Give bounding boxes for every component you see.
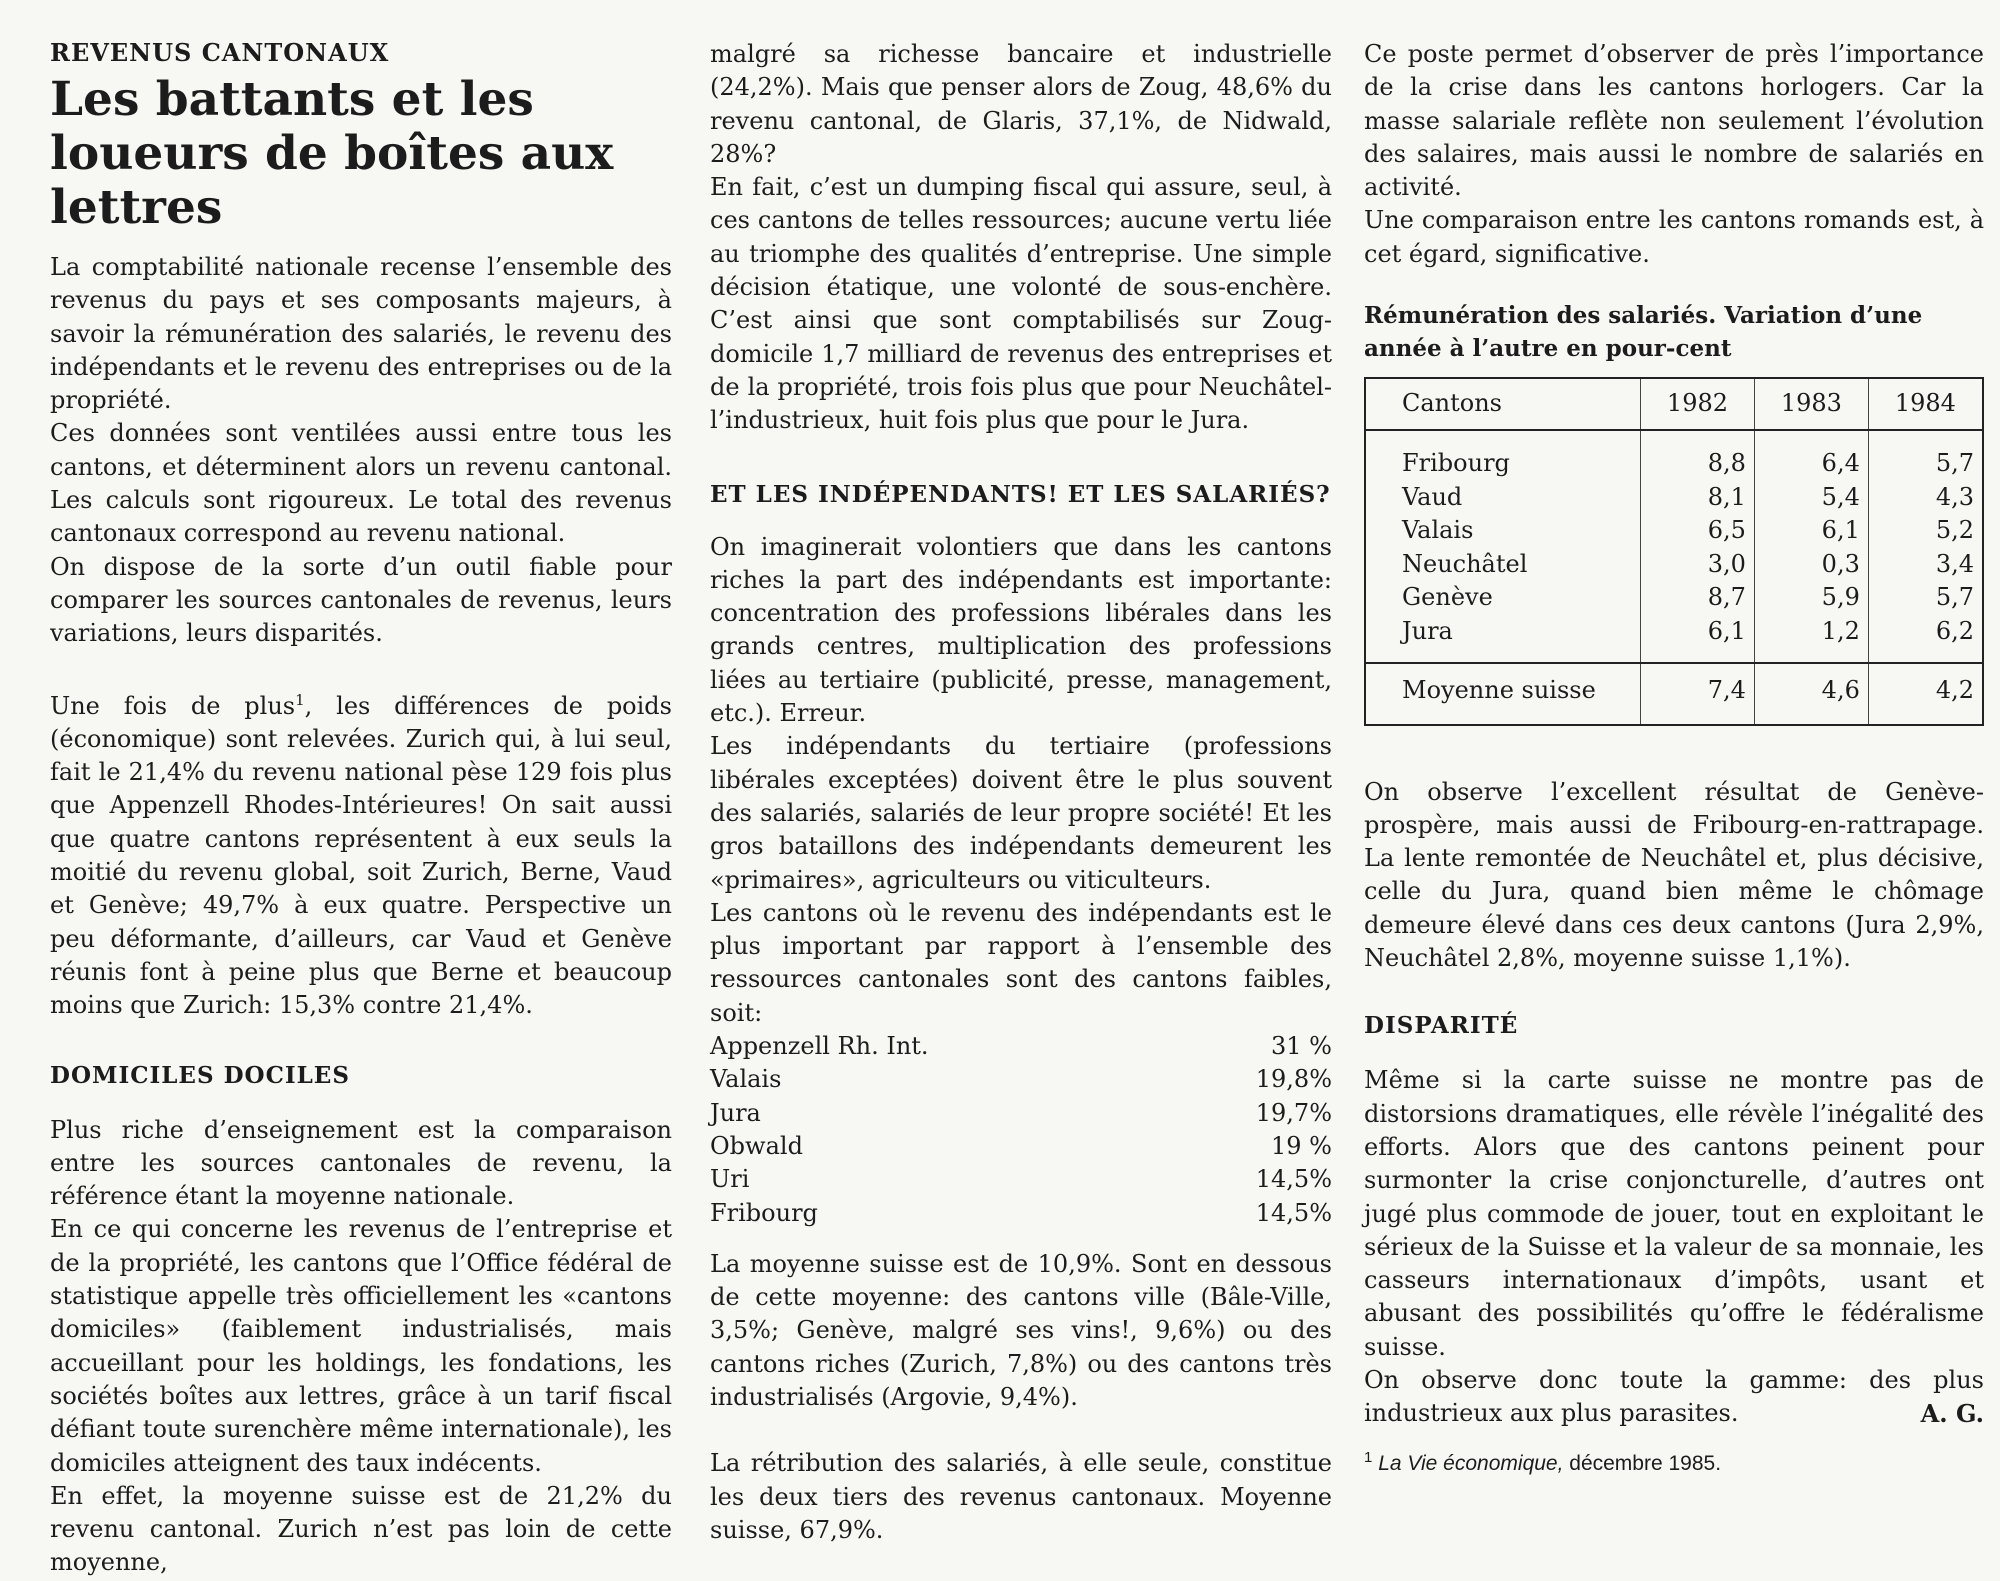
paragraph: Les indépendants du tertiaire (professions libérales exceptées) doivent être le plus souvent des salariés, salariés de leur propre société! Et les gros bataillons des indépendants demeurent les «primaires», agriculteurs ou viticulteurs. (710, 732, 1332, 894)
paragraph: On imaginerait volontiers que dans les cantons riches la part des indépendants est importante: concentration des professions libérales dans les grands centres, multiplication des professions liées au tertiaire (publicité, presse, management, etc.). Erreur. (710, 532, 1332, 728)
paragraph: Une comparaison entre les cantons romands est, à cet égard, significative. (1364, 206, 1984, 268)
author-signature: A. G. (1920, 1399, 1984, 1429)
paragraph: Les cantons où le revenu des indépendants est le plus important par rapport à l’ensemble des ressources cantonales sont des cantons faibles, soit: (710, 898, 1332, 1027)
table-row: Jura 6,1 1,2 6,2 (1365, 615, 1983, 664)
rubric: REVENUS CANTONAUX (50, 38, 390, 67)
table-row: Neuchâtel 3,0 0,3 3,4 (1365, 548, 1983, 582)
paragraph: Plus riche d’enseignement est la comparaison entre les sources cantonales de revenu, la référence étant la moyenne nationale. (50, 1115, 672, 1211)
column-header: 1984 (1868, 378, 1983, 430)
table-caption: Rémunération des salariés. Variation d’une année à l’autre en pour-cent (1364, 302, 1923, 363)
independents-ranking (710, 1030, 1332, 1230)
ranking-row: Valais 19,8% (710, 1065, 1332, 1094)
table-row: Valais 6,5 6,1 5,2 (1365, 514, 1983, 548)
column-3 (1364, 38, 1984, 1476)
column-header: Cantons (1365, 378, 1641, 430)
paragraph: On dispose de la sorte d’un outil fiable pour comparer les sources cantonales de revenus, leurs variations, leurs disparités. (50, 552, 672, 648)
paragraph: La comptabilité nationale recense l’ensemble des revenus du pays et ses composants majeurs, à savoir la rémunération des salariés, le revenu des indépendants et le revenu des entreprises ou de la propriété. (50, 253, 672, 415)
ranking-row: Appenzell Rh. Int. 31 % (710, 1032, 1332, 1061)
paragraph: En fait, c’est un dumping fiscal qui assure, seul, à ces cantons de telles ressources; aucune vertu liée au triomphe des qualités d’entreprise. Une simple décision étatique, une volonté de sous-enchère. C’est ainsi que sont comptabilisés sur Zoug-domicile 1,7 milliard de revenus des entreprises et de la propriété, trois fois plus que pour Neuchâtel-l’industrieux, huit fois plus que pour le Jura. (710, 173, 1332, 435)
footnote: $^1$ La Vie économique, décembre 1985. (1364, 1448, 1722, 1475)
paragraph: malgré sa richesse bancaire et industrielle (24,2%). Mais que penser alors de Zoug, 48,6% du revenu cantonal, de Glaris, 37,1%, de Nidwald, 28%? (710, 40, 1332, 168)
article-title: Les battants et les loueurs de boîtes aux lettres (50, 72, 614, 235)
paragraph: On observe donc toute la gamme: des plus industrieux aux plus parasites. A. G. (1364, 1364, 1984, 1431)
ranking-row: Fribourg 14,5% (710, 1198, 1332, 1227)
ranking-row: Obwald 19 % (710, 1131, 1332, 1160)
paragraph: En effet, la moyenne suisse est de 21,2% du revenu cantonal. Zurich n’est pas loin de cette moyenne, (50, 1481, 672, 1577)
paragraph: En ce qui concerne les revenus de l’entreprise et de la propriété, les cantons que l’Office fédéral de statistique appelle très officiellement les «cantons domiciles» (faiblement industrialisés, mais accueillant pour les holdings, les fondations, les sociétés boîtes aux lettres, grâce à un tarif fiscal défiant toute surenchère même internationale), les domiciles atteignent des taux indécents. (50, 1215, 672, 1477)
paragraph: La rétribution des salariés, à elle seule, constitue les deux tiers des revenus cantonaux. Moyenne suisse, 67,9%. (710, 1449, 1332, 1544)
section-heading: DISPARITÉ (1364, 1012, 1519, 1040)
table-header-row (1365, 378, 1983, 430)
paragraph: Ces données sont ventilées aussi entre tous les cantons, et déterminent alors un revenu cantonal. Les calculs sont rigoureux. Le total des revenus cantonaux correspond au revenu national. (50, 419, 672, 548)
footnote-ref: 1 (295, 690, 305, 709)
ranking-row: Jura 19,7% (710, 1098, 1332, 1127)
section-heading: ET LES INDÉPENDANTS! ET LES SALARIÉS? (710, 480, 1331, 508)
table-row: Genève 8,7 5,9 5,7 (1365, 581, 1983, 615)
section-heading: DOMICILES DOCILES (50, 1061, 350, 1089)
paragraph: Une fois de plus$^1$, les différences de poids (économique) sont relevées. Zurich qui, à lui seul, fait le 21,4% du revenu national pèse 129 fois plus que Appenzell Rhodes-Intérieures! On sait aussi que quatre cantons représentent à eux seuls la moitié du revenu global, soit Zurich, Berne, Vaud et Genève; 49,7% à eux quatre. Perspective un peu déformante, d’ailleurs, car Vaud et Genève réunis font à peine plus que Berne et beaucoup moins que Zurich: 15,3% contre 21,4%. (50, 690, 672, 1020)
table-average-row: Moyenne suisse 7,4 4,6 4,2 (1365, 663, 1983, 725)
column-2 (710, 38, 1332, 1547)
column-header: 1982 (1641, 378, 1755, 430)
paragraph: Ce poste permet d’observer de près l’importance de la crise dans les cantons horlogers. Car la masse salariale reflète non seulement l’évolution des salaires, mais aussi le nombre de salariés en activité. (1364, 40, 1984, 202)
paragraph: Même si la carte suisse ne montre pas de distorsions dramatiques, elle révèle l’inégalité des efforts. Alors que des cantons peinent pour surmonter la crise conjoncturelle, d’autres ont jugé plus commode de jouer, tout en exploitant le sérieux de la Suisse et la valeur de sa monnaie, les casseurs internationaux d’impôts, usant et abusant des possibilités qu’offre le fédéralisme suisse. (1364, 1066, 1984, 1361)
table-row: Vaud 8,1 5,4 4,3 (1365, 481, 1983, 515)
column-header: 1983 (1754, 378, 1868, 430)
ranking-row: Uri 14,5% (710, 1165, 1332, 1194)
column-1 (50, 38, 672, 1580)
paragraph: On observe l’excellent résultat de Genève-prospère, mais aussi de Fribourg-en-rattrapage. La lente remontée de Neuchâtel et, plus décisive, celle du Jura, quand bien même le chômage demeure élevé dans ces deux cantons (Jura 2,9%, Neuchâtel 2,8%, moyenne suisse 1,1%). (1364, 777, 1984, 973)
paragraph: La moyenne suisse est de 10,9%. Sont en dessous de cette moyenne: des cantons ville (Bâle-Ville, 3,5%; Genève, malgré ses vins!, 9,6%) ou des cantons riches (Zurich, 7,8%) ou des cantons très industrialisés (Argovie, 9,4%). (710, 1249, 1332, 1411)
table-row: Fribourg 8,8 6,4 5,7 (1365, 430, 1983, 481)
salary-variation-table (1364, 377, 1984, 726)
